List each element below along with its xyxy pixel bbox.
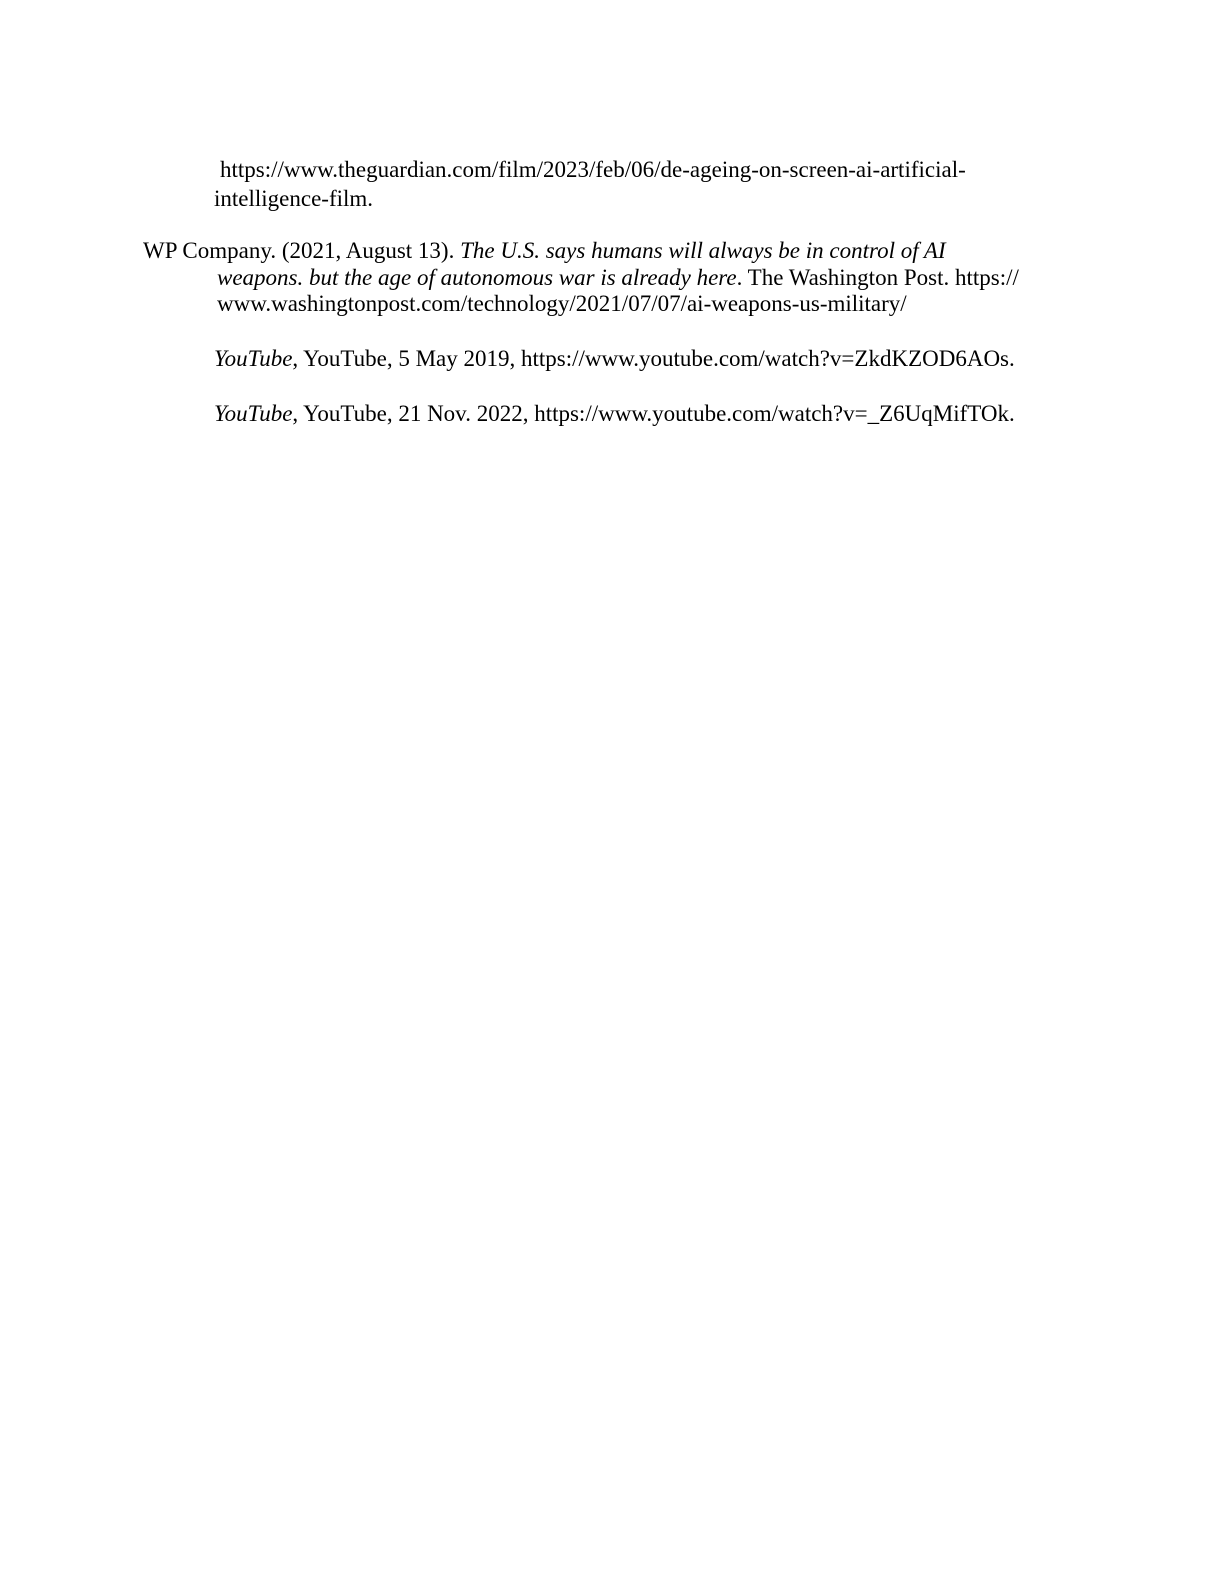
wp-title-part-1: The U.S. says humans will always be in control of AI: [460, 238, 946, 263]
guardian-url-part-2[interactable]: intelligence-film.: [214, 186, 374, 211]
reference-wp-line-2: [217, 264, 1019, 291]
wp-title-part-2: weapons. but the age of autonomous war is already here: [217, 265, 737, 290]
wp-publisher-and-url-start: . The Washington Post. https://: [736, 265, 1019, 290]
reference-guardian-url-line-2: [214, 185, 373, 212]
reference-youtube-2022: [214, 400, 1015, 427]
youtube-2022-site: YouTube: [214, 401, 293, 426]
reference-guardian-url-line-1: [220, 156, 966, 183]
youtube-2022-details[interactable]: , YouTube, 21 Nov. 2022, https://www.youtube.com/watch?v=_Z6UqMifTOk.: [292, 401, 1015, 426]
guardian-url-part-1[interactable]: https://www.theguardian.com/film/2023/feb/06/de-ageing-on-screen-ai-artificial-: [220, 157, 966, 182]
wp-author-date: WP Company. (2021, August 13).: [143, 238, 461, 263]
reference-wp-line-1: [143, 237, 946, 264]
reference-youtube-2019: [214, 345, 1015, 372]
wp-url[interactable]: www.washingtonpost.com/technology/2021/07/07/ai-weapons-us-military/: [217, 291, 907, 316]
reference-wp-line-3: [217, 290, 907, 317]
youtube-2019-details[interactable]: , YouTube, 5 May 2019, https://www.youtube.com/watch?v=ZkdKZOD6AOs.: [292, 346, 1015, 371]
youtube-2019-site: YouTube: [214, 346, 293, 371]
